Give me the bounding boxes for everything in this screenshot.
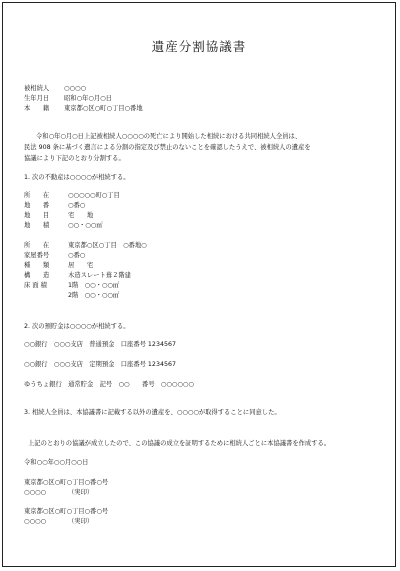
section1-heading: 1. 次の不動産は○○○○が相続する。 (24, 174, 130, 181)
section3-heading: 3. 相続人全員は、本協議書に記載する以外の遺産を、○○○○が取得することに同意した。 (24, 409, 281, 416)
land-row (24, 192, 120, 200)
building-row (24, 242, 147, 250)
signatory-address: 東京都○区○町○丁目○番○号 (24, 508, 109, 515)
land-row (24, 222, 103, 230)
building-value: ○番○ (68, 252, 86, 259)
signatory-name-row (24, 489, 93, 497)
account-line: ○○銀行 ○○○支店 定期預金 口座番号 1234567 (24, 361, 176, 368)
land-label: 地 番 (24, 202, 50, 209)
building-value: 居 宅 (68, 262, 94, 269)
deceased-domicile-value: 東京都○区○町○丁目○番地 (64, 105, 143, 112)
land-value: 宅 地 (68, 212, 94, 219)
land-value: ○○○○○町○丁目 (68, 192, 120, 199)
building-label: 種 類 (24, 262, 50, 269)
land-value: ○番○ (68, 202, 86, 209)
section2-heading: 2. 次の預貯金は○○○○が相続する。 (24, 323, 130, 330)
account-line: ○○銀行 ○○○支店 普通預金 口座番号 1234567 (24, 341, 176, 348)
deceased-name-row (24, 85, 86, 93)
signatory-address: 東京都○区○町○丁目○番○号 (24, 479, 109, 486)
building-row (24, 252, 85, 260)
building-value: 木造スレート葺２階建 (68, 272, 131, 279)
building-row (24, 282, 119, 290)
deceased-dob-value: 昭和○年○月○日 (64, 95, 112, 102)
building-value: 2階 ○○・○○㎡ (68, 292, 120, 299)
building-row (24, 262, 93, 270)
signatory-name: ○○○○ (24, 489, 46, 496)
building-label: 家屋番号 (24, 252, 50, 259)
signatory-seal: （実印） (68, 518, 94, 525)
closing-statement: 上記のとおりの協議が成立したので、この協議の成立を証明するために相続人ごとに本協議書を作成する。 (28, 440, 331, 447)
intro-line-3: 協議により下記のとおり分割する。 (24, 155, 125, 162)
land-row (24, 202, 85, 210)
land-value: ○○・○○㎡ (68, 222, 103, 229)
deceased-name-value: ○○○○ (64, 85, 86, 92)
document-title: 遺産分割協議書 (151, 39, 247, 54)
building-row (24, 272, 131, 280)
building-value: 東京都○区○丁目 ○番地○ (68, 242, 147, 249)
deceased-dob-label: 生年月日 (24, 95, 50, 102)
signatory-name: ○○○○ (24, 518, 46, 525)
building-label: 所 在 (24, 242, 50, 249)
land-label: 地 積 (24, 222, 50, 229)
account-line: ゆうちょ銀行 通常貯金 記号 ○○ 番号 ○○○○○○ (24, 381, 194, 388)
intro-line-2: 民法 908 条に基づく遺言による分割の指定及び禁止のないことを確認したうえで、被相続人の遺産を (24, 144, 311, 151)
building-label: 構 造 (24, 272, 50, 279)
land-row (24, 212, 93, 220)
land-label: 所 在 (24, 192, 50, 199)
signatory-seal: （実印） (68, 489, 94, 496)
deceased-name-label: 被相続人 (24, 85, 50, 92)
building-row (24, 292, 119, 300)
deceased-domicile-label: 本 籍 (24, 105, 50, 112)
document-page (2, 2, 396, 567)
agreement-date: 令和○○年○○月○○日 (24, 459, 89, 466)
signatory-name-row (24, 518, 93, 526)
deceased-dob-row (24, 95, 112, 103)
deceased-domicile-row (24, 105, 143, 113)
building-label: 床 面 積 (24, 282, 47, 289)
intro-line-1: 令和○年○月○日上記被相続人○○○○の死亡により開始した相続における共同相続人全員は、 (36, 133, 302, 140)
land-label: 地 目 (24, 212, 50, 219)
building-value: 1階 ○○・○○㎡ (68, 282, 120, 289)
